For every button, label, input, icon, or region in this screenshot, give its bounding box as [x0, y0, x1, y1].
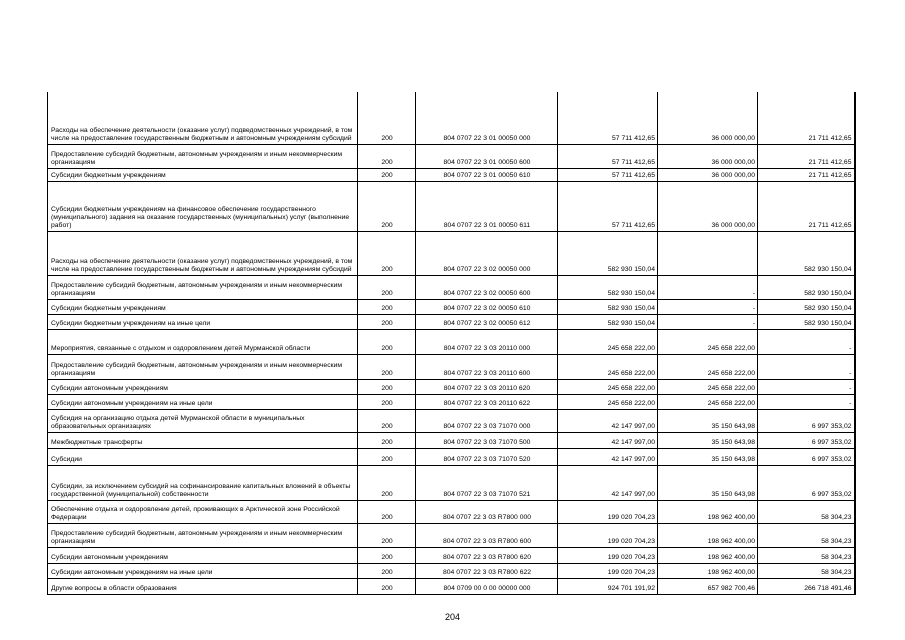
row-unexecuted: 6 997 353,02	[758, 448, 855, 465]
row-approved: 199 020 704,23	[558, 563, 658, 578]
row-name: Субсидия на организацию отдыха детей Мурманской области в муниципальных образовательных организациях	[48, 409, 358, 432]
row-executed: -	[658, 299, 758, 314]
row-name: Предоставление субсидий бюджетным, автономным учреждениям и иным некоммерческим организациям	[48, 275, 358, 299]
row-name: Субсидии автономным учреждениям	[48, 547, 358, 563]
row-name: Мероприятия, связанные с отдыхом и оздоровлением детей Мурманской области	[48, 329, 358, 354]
row-code: 200	[358, 379, 416, 394]
row-executed: 198 962 400,00	[658, 500, 758, 523]
row-executed: -	[658, 314, 758, 329]
row-executed: 198 962 400,00	[658, 523, 758, 547]
row-kbk: 804 0709 00 0 00 00000 000	[416, 578, 558, 594]
row-unexecuted: 21 711 412,65	[758, 92, 855, 144]
table-row	[48, 314, 855, 329]
table-row	[48, 329, 855, 354]
row-approved: 42 147 997,00	[558, 432, 658, 448]
row-kbk: 804 0707 22 3 03 20110 620	[416, 379, 558, 394]
row-code: 200	[358, 354, 416, 379]
row-code: 200	[358, 500, 416, 523]
row-unexecuted: 58 304,23	[758, 563, 855, 578]
row-kbk: 804 0707 22 3 03 20110 622	[416, 394, 558, 409]
row-code: 200	[358, 432, 416, 448]
table-row	[48, 547, 855, 563]
row-code: 200	[358, 563, 416, 578]
row-name: Обеспечение отдыха и оздоровление детей, проживающих в Арктической зоне Российской Федерации	[48, 500, 358, 523]
table-row	[48, 231, 855, 275]
row-kbk: 804 0707 22 3 03 20110 000	[416, 329, 558, 354]
row-approved: 199 020 704,23	[558, 547, 658, 563]
row-approved: 582 930 150,04	[558, 299, 658, 314]
row-code: 200	[358, 299, 416, 314]
table-body	[48, 92, 855, 594]
table-row	[48, 144, 855, 168]
row-name: Субсидии бюджетным учреждениям на иные цели	[48, 314, 358, 329]
row-executed: 657 982 700,46	[658, 578, 758, 594]
table-row	[48, 168, 855, 181]
row-approved: 57 711 412,65	[558, 144, 658, 168]
row-approved: 57 711 412,65	[558, 181, 658, 231]
row-unexecuted: 58 304,23	[758, 547, 855, 563]
row-unexecuted: 58 304,23	[758, 523, 855, 547]
row-name: Субсидии бюджетным учреждениям на финансовое обеспечение государственного (муниципального) задания на оказание государственных (муниципальных) услуг (выполнение работ)	[48, 181, 358, 231]
row-code: 200	[358, 181, 416, 231]
row-kbk: 804 0707 22 3 03 R7800 000	[416, 500, 558, 523]
row-kbk: 804 0707 22 3 02 00050 610	[416, 299, 558, 314]
row-unexecuted: 6 997 353,02	[758, 465, 855, 500]
row-executed: 198 962 400,00	[658, 547, 758, 563]
row-kbk: 804 0707 22 3 03 R7800 622	[416, 563, 558, 578]
row-approved: 42 147 997,00	[558, 448, 658, 465]
row-code: 200	[358, 231, 416, 275]
table-row	[48, 275, 855, 299]
row-name: Предоставление субсидий бюджетным, автономным учреждениям и иным некоммерческим организациям	[48, 144, 358, 168]
row-kbk: 804 0707 22 3 02 00050 612	[416, 314, 558, 329]
table-row	[48, 578, 855, 594]
row-code: 200	[358, 329, 416, 354]
row-name: Предоставление субсидий бюджетным, автономным учреждениям и иным некоммерческим организациям	[48, 354, 358, 379]
row-name: Субсидии бюджетным учреждениям	[48, 299, 358, 314]
row-code: 200	[358, 448, 416, 465]
row-executed: 245 658 222,00	[658, 379, 758, 394]
row-executed: 198 962 400,00	[658, 563, 758, 578]
page-number: 204	[444, 612, 461, 622]
row-executed	[658, 231, 758, 275]
table-row	[48, 92, 855, 144]
table-row	[48, 379, 855, 394]
row-name: Предоставление субсидий бюджетным, автономным учреждениям и иным некоммерческим организациям	[48, 523, 358, 547]
row-approved: 42 147 997,00	[558, 409, 658, 432]
row-kbk: 804 0707 22 3 03 71070 521	[416, 465, 558, 500]
row-name: Субсидии автономным учреждениям	[48, 379, 358, 394]
row-name: Другие вопросы в области образования	[48, 578, 358, 594]
row-code: 200	[358, 547, 416, 563]
table-row	[48, 500, 855, 523]
table-row	[48, 354, 855, 379]
row-unexecuted: 266 718 491,46	[758, 578, 855, 594]
table-row	[48, 394, 855, 409]
row-approved: 57 711 412,65	[558, 168, 658, 181]
row-kbk: 804 0707 22 3 03 20110 600	[416, 354, 558, 379]
table-row	[48, 181, 855, 231]
row-unexecuted: 21 711 412,65	[758, 168, 855, 181]
row-approved: 199 020 704,23	[558, 523, 658, 547]
row-approved: 245 658 222,00	[558, 379, 658, 394]
row-code: 200	[358, 578, 416, 594]
row-executed: 35 150 643,98	[658, 432, 758, 448]
budget-table	[47, 92, 856, 595]
row-executed: 35 150 643,98	[658, 448, 758, 465]
row-name: Субсидии автономным учреждениям на иные цели	[48, 563, 358, 578]
row-code: 200	[358, 523, 416, 547]
row-unexecuted: -	[758, 354, 855, 379]
table-row	[48, 299, 855, 314]
table-row	[48, 523, 855, 547]
row-unexecuted: 582 930 150,04	[758, 231, 855, 275]
row-code: 200	[358, 314, 416, 329]
row-kbk: 804 0707 22 3 01 00050 610	[416, 168, 558, 181]
row-unexecuted: -	[758, 394, 855, 409]
row-code: 200	[358, 465, 416, 500]
row-executed: 245 658 222,00	[658, 394, 758, 409]
row-unexecuted: 582 930 150,04	[758, 299, 855, 314]
row-approved: 57 711 412,65	[558, 92, 658, 144]
row-kbk: 804 0707 22 3 01 00050 000	[416, 92, 558, 144]
row-code: 200	[358, 409, 416, 432]
row-executed: 245 658 222,00	[658, 354, 758, 379]
row-kbk: 804 0707 22 3 03 71070 000	[416, 409, 558, 432]
row-executed: 36 000 000,00	[658, 181, 758, 231]
row-approved: 199 020 704,23	[558, 500, 658, 523]
row-name: Субсидии бюджетным учреждениям	[48, 168, 358, 181]
row-kbk: 804 0707 22 3 02 00050 600	[416, 275, 558, 299]
row-name: Межбюджетные трансферты	[48, 432, 358, 448]
row-unexecuted: -	[758, 329, 855, 354]
row-approved: 245 658 222,00	[558, 394, 658, 409]
row-code: 200	[358, 92, 416, 144]
table-row	[48, 409, 855, 432]
table-row	[48, 432, 855, 448]
table-row	[48, 465, 855, 500]
row-name: Расходы на обеспечение деятельности (оказание услуг) подведомственных учреждений, в том числе на предоставление государственным бюджетным и автономным учреждениям субсидий	[48, 231, 358, 275]
row-executed: -	[658, 275, 758, 299]
row-approved: 924 701 191,92	[558, 578, 658, 594]
row-name: Субсидии автономным учреждениям на иные цели	[48, 394, 358, 409]
row-name: Субсидии	[48, 448, 358, 465]
row-approved: 582 930 150,04	[558, 275, 658, 299]
row-name: Расходы на обеспечение деятельности (оказание услуг) подведомственных учреждений, в том числе на предоставление государственным бюджетным и автономным учреждениям субсидий	[48, 92, 358, 144]
row-executed: 36 000 000,00	[658, 92, 758, 144]
row-unexecuted: 6 997 353,02	[758, 409, 855, 432]
row-executed: 35 150 643,98	[658, 465, 758, 500]
row-approved: 245 658 222,00	[558, 354, 658, 379]
row-code: 200	[358, 168, 416, 181]
row-kbk: 804 0707 22 3 03 R7800 620	[416, 547, 558, 563]
row-kbk: 804 0707 22 3 03 71070 520	[416, 448, 558, 465]
row-unexecuted: 58 304,23	[758, 500, 855, 523]
row-kbk: 804 0707 22 3 01 00050 611	[416, 181, 558, 231]
row-kbk: 804 0707 22 3 01 00050 600	[416, 144, 558, 168]
row-unexecuted: 582 930 150,04	[758, 275, 855, 299]
row-executed: 36 000 000,00	[658, 168, 758, 181]
row-unexecuted: 21 711 412,65	[758, 181, 855, 231]
row-kbk: 804 0707 22 3 03 71070 500	[416, 432, 558, 448]
table-row	[48, 563, 855, 578]
row-approved: 582 930 150,04	[558, 314, 658, 329]
row-code: 200	[358, 394, 416, 409]
row-kbk: 804 0707 22 3 03 R7800 600	[416, 523, 558, 547]
row-unexecuted: -	[758, 379, 855, 394]
row-kbk: 804 0707 22 3 02 00050 000	[416, 231, 558, 275]
row-approved: 42 147 997,00	[558, 465, 658, 500]
row-approved: 582 930 150,04	[558, 231, 658, 275]
row-approved: 245 658 222,00	[558, 329, 658, 354]
table-row	[48, 448, 855, 465]
row-executed: 36 000 000,00	[658, 144, 758, 168]
row-executed: 35 150 643,98	[658, 409, 758, 432]
row-unexecuted: 582 930 150,04	[758, 314, 855, 329]
row-code: 200	[358, 275, 416, 299]
row-name: Субсидии, за исключением субсидий на софинансирование капитальных вложений в объекты государственной (муниципальной) собственности	[48, 465, 358, 500]
row-unexecuted: 6 997 353,02	[758, 432, 855, 448]
row-unexecuted: 21 711 412,65	[758, 144, 855, 168]
row-executed: 245 658 222,00	[658, 329, 758, 354]
row-code: 200	[358, 144, 416, 168]
